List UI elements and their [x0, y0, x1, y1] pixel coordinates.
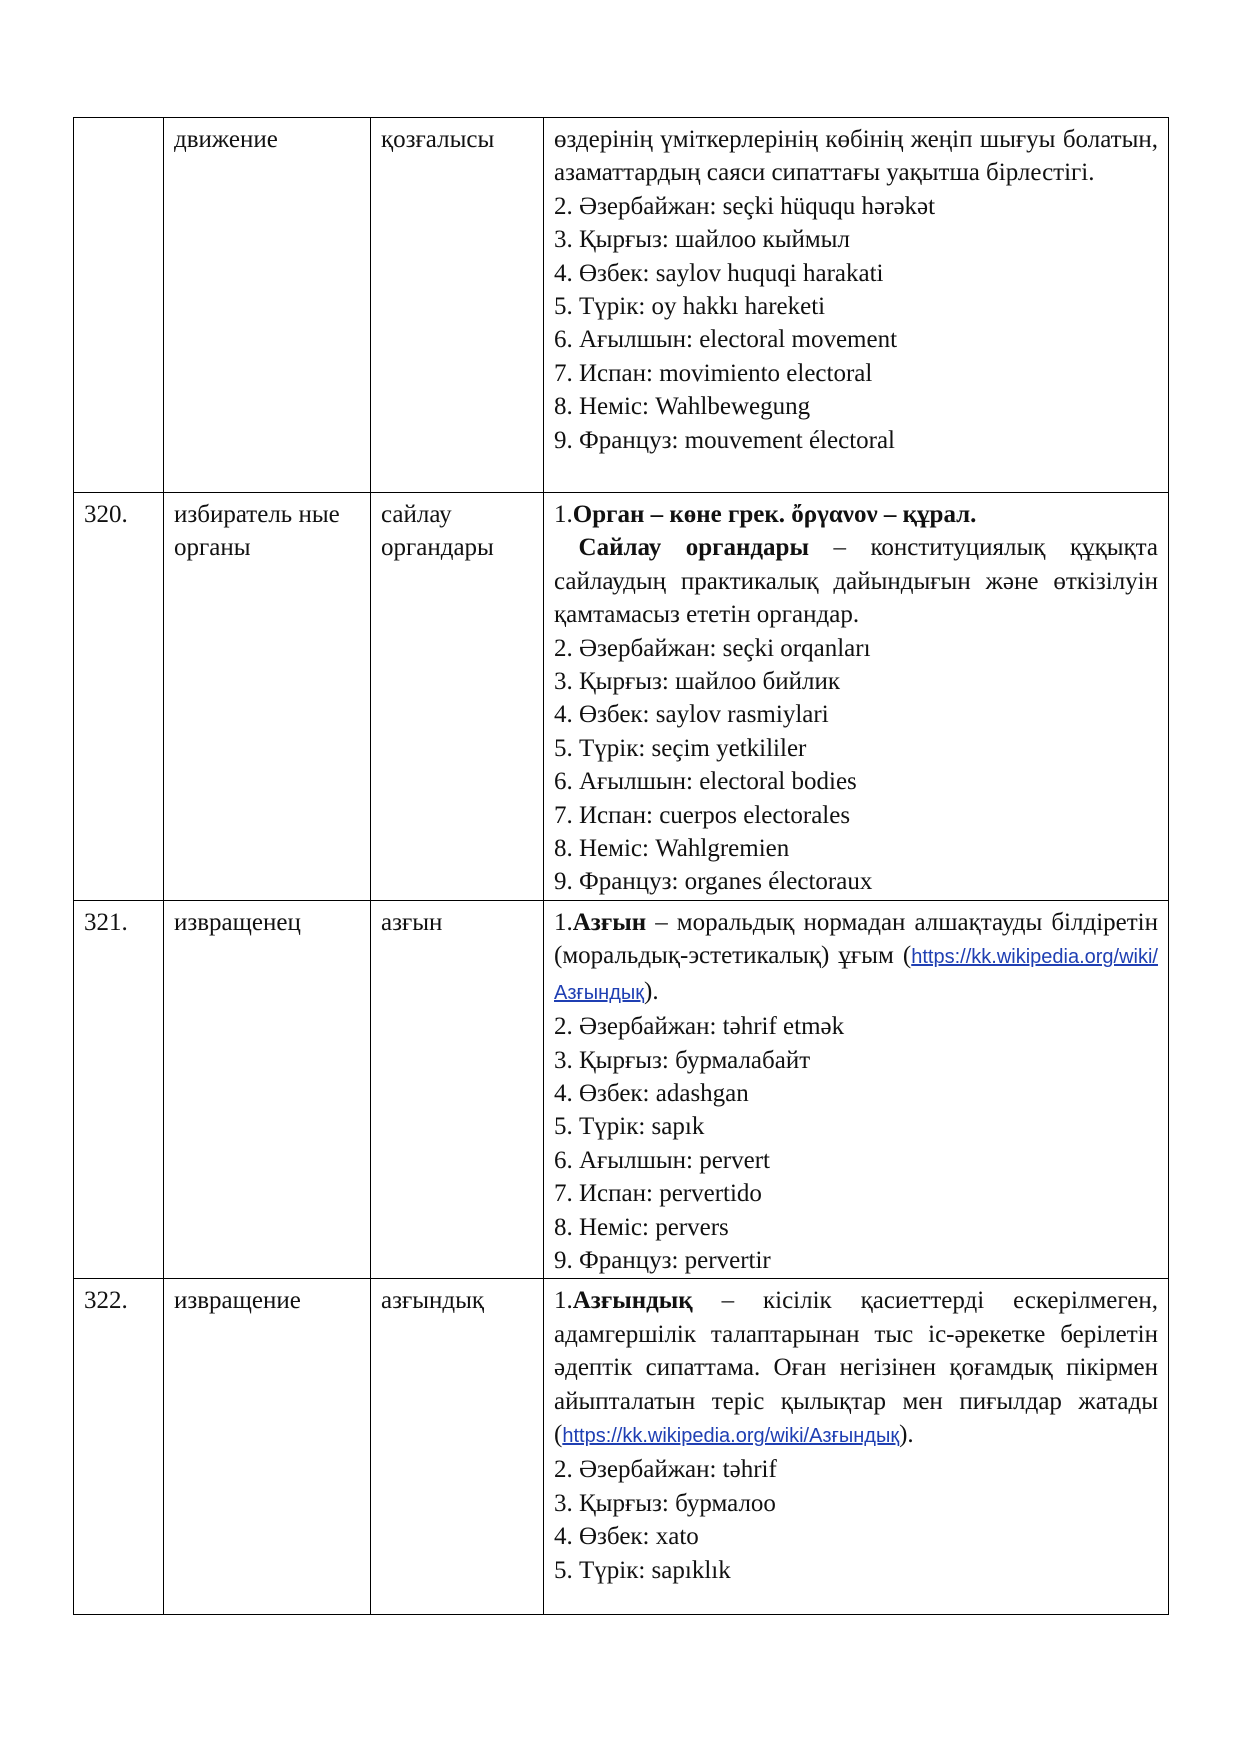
glossary-table [73, 117, 1169, 1615]
translation-line: 5. Түрік: seçim yetkililer [554, 734, 807, 762]
translation-line: 2. Әзербайжан: seçki hüququ hərəkət [554, 192, 936, 220]
definition-text [554, 531, 1158, 631]
russian-term: извращенец [164, 900, 371, 1278]
definition-closing: ). [899, 1420, 914, 1448]
table-row [74, 900, 1169, 1278]
definition-term-secondary: Сайлау органдары [578, 534, 809, 562]
russian-term: извращение [164, 1279, 371, 1615]
translation-line: 7. Испан: movimiento electoral [554, 359, 873, 387]
definition-closing: ). [644, 977, 659, 1005]
translation-line: 6. Ағылшын: electoral movement [554, 326, 898, 354]
table-row [74, 118, 1169, 493]
translation-line: 3. Қырғыз: шайлоо бийлик [554, 668, 841, 696]
russian-term: избиратель ные органы [164, 493, 371, 901]
translation-line: 5. Түрік: sapık [554, 1113, 705, 1141]
definition-term: Орган – көне грек. ὄργανον – құрал. [572, 501, 977, 528]
translation-line: 2. Әзербайжан: təhrif [554, 1456, 777, 1484]
translation-line: 7. Испан: cuerpos electorales [554, 801, 851, 829]
wikipedia-link[interactable]: https://kk.wikipedia.org/wiki/Азғындық [562, 1424, 900, 1447]
translation-line: 6. Ағылшын: electoral bodies [554, 768, 857, 796]
definition-body: – конституциялық құқықта сайлаудың практикалық дайындығын және өткізілуін қамтамасыз ететін органдар. [554, 534, 1159, 629]
definition-heading [554, 498, 1158, 531]
definition-body: – моральдық нормадан алшақтауды білдіретін (моральдық-эстетикалық) ұғым ( [554, 908, 1158, 970]
translation-line: 8. Неміс: pervers [554, 1213, 729, 1241]
definition-text [554, 906, 1158, 1010]
translation-line: 5. Түрік: oy hakkı hareketi [554, 293, 826, 321]
translation-line: 6. Ағылшын: pervert [554, 1146, 770, 1174]
definition-text: өздерінің үміткерлерінің көбінің жеңіп шығуы болатын, азаматтардың саяси сипаттағы уақытша бірлестігі. [554, 126, 1158, 187]
kazakh-term: қозғалысы [371, 118, 544, 493]
translation-line: 9. Француз: organes électoraux [554, 868, 873, 896]
translation-line: 4. Өзбек: saylov rasmiylari [554, 701, 829, 729]
translation-line: 5. Түрік: sapıklık [554, 1556, 731, 1584]
definition-index: 1. [554, 908, 573, 936]
entry-number: 321. [74, 900, 164, 1278]
entry-number: 320. [74, 493, 164, 901]
translation-line: 3. Қырғыз: бурмалабайт [554, 1046, 811, 1074]
translation-line: 4. Өзбек: saylov huquqi harakati [554, 259, 884, 287]
entry-number [74, 118, 164, 493]
definition-cell [544, 493, 1169, 901]
kazakh-term: азғын [371, 900, 544, 1278]
table-row [74, 493, 1169, 901]
kazakh-term: азғындық [371, 1279, 544, 1615]
translation-line: 2. Әзербайжан: seçki orqanları [554, 634, 871, 662]
definition-cell [544, 900, 1169, 1278]
translation-line: 8. Неміс: Wahlbewegung [554, 393, 811, 421]
definition-index: 1. [554, 501, 573, 528]
translation-line: 4. Өзбек: xato [554, 1523, 699, 1551]
definition-cell [544, 1279, 1169, 1615]
russian-term: движение [164, 118, 371, 493]
wikipedia-link[interactable]: https://kk.wikipedia.org/wiki/Азғындық [554, 946, 1158, 1004]
definition-term: Азғындық [572, 1287, 693, 1315]
translation-line: 2. Әзербайжан: təhrif etmək [554, 1013, 845, 1041]
entry-number: 322. [74, 1279, 164, 1615]
translation-line: 3. Қырғыз: шайлоо кыймыл [554, 226, 850, 254]
translation-line: 9. Француз: pervertir [554, 1246, 771, 1274]
definition-text [554, 1284, 1158, 1453]
translation-line: 8. Неміс: Wahlgremien [554, 835, 790, 863]
definition-index: 1. [554, 1287, 573, 1315]
table-row [74, 1279, 1169, 1615]
translation-line: 7. Испан: pervertido [554, 1180, 762, 1208]
translation-line: 4. Өзбек: adashgan [554, 1079, 749, 1107]
translation-line: 3. Қырғыз: бурмалоо [554, 1489, 776, 1517]
definition-body: – кісілік қасиеттерді ескерілмеген, адамгершілік талаптарынан тыс іс-әрекетке берілетін әдептік сипаттама. Оған негізінен қоғамдық пікірмен айыпталатын теріс қылықтар мен пиғылдар жатады ( [554, 1287, 1158, 1448]
definition-term: Азғын [572, 908, 647, 936]
translation-line: 9. Француз: mouvement électoral [554, 426, 896, 454]
definition-cell [544, 118, 1169, 493]
kazakh-term: сайлау органдары [371, 493, 544, 901]
